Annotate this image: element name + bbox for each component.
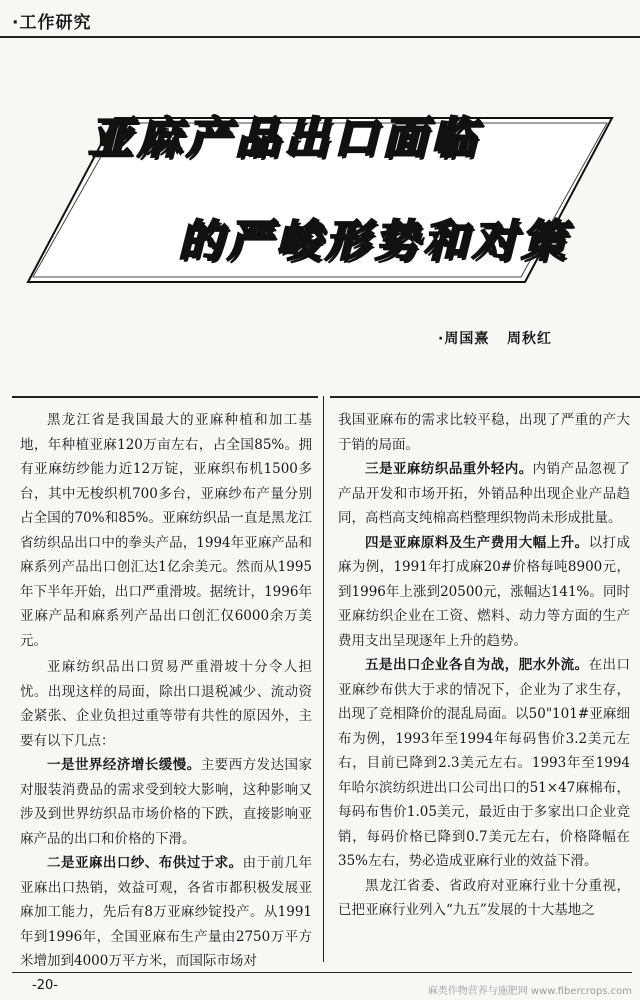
rule-left-top: [12, 396, 318, 398]
paragraph-text: 我国亚麻布的需求比较平稳，出现了严重的产大于销的局面。: [338, 412, 630, 453]
paragraph-text: 内销产品忽视了产品开发和市场开拓，外销品种出现企业产品趋同，高档高支纯棉高档整理织物尚未形成批量。: [338, 461, 631, 526]
right-column: [338, 408, 630, 923]
paragraph-text: 由于前几年亚麻出口热销，效益可观，各省市都积极发展亚麻加工能力，先后有8万亚麻纱锭投产。从1991年到1996年，全国亚麻布生产量由2750万平方米增加到4000万平方米，而国际市场对: [20, 855, 313, 969]
paragraph-lead: 二是亚麻出口纱、布供过于求。: [47, 855, 243, 871]
paragraph-text: 亚麻纺织品出口贸易严重滑坡十分令人担忧。出现这样的局面，除出口退税减少、流动资金紧张、企业负担过重等带有共性的原因外，主要有以下几点：: [20, 659, 312, 749]
left-column: [20, 408, 312, 974]
paragraph: [20, 851, 312, 974]
paragraph-text: 在出口亚麻纱布供大于求的情况下，企业为了求生存，出现了竞相降价的混乱局面。以50"101#亚麻细布为例，1993年至1994年每码售价3.2美元左右，目前已降到2.3美元左右。1993年至1994年哈尔滨纺织进出口公司出口的51×47麻棉布，每码布售价1.05美元，最近由于多家出口企业竞销，每码价格已降到0.7美元左右，价格降幅在35%左右，势必造成亚麻行业的效益下滑。: [338, 657, 631, 869]
paragraph: [20, 753, 312, 851]
paragraph-text: 主要西方发达国家对服装消费品的需求受到较大影响，这种影响又涉及到世界纺织品市场价格的下跌，直接影响亚麻产品的出口和价格的下滑。: [20, 757, 313, 847]
paragraph-lead: 三是亚麻纺织品重外轻内。: [365, 461, 533, 477]
paragraph-lead: 一是世界经济增长缓慢。: [47, 757, 201, 773]
watermark: 麻类作物营养与施肥网 www.fibercrops.com: [427, 986, 632, 997]
paragraph-text: 黑龙江省委、省政府对亚麻行业十分重视，已把亚麻行业列入“九五”发展的十大基地之: [338, 877, 630, 918]
footer-rule: [12, 972, 632, 973]
byline: ·周国熹 周秋红: [438, 331, 552, 347]
paragraph-lead: 四是亚麻原料及生产费用大幅上升。: [365, 534, 589, 551]
paragraph: [20, 408, 312, 653]
column-divider: [323, 396, 324, 962]
paragraph: [338, 874, 630, 923]
paragraph-text: 以打成麻为例，1991年打成麻20#价格每吨8900元，到1996年上涨到20500元，涨幅达141%。同时亚麻纺织企业在工资、燃料、动力等方面的生产费用支出呈现逐年上升的趋势。: [338, 534, 631, 649]
page-number: -20-: [32, 978, 58, 993]
paragraph: [338, 531, 630, 654]
paragraph: [338, 408, 630, 457]
paragraph-lead: 五是出口企业各自为战，肥水外流。: [365, 657, 589, 673]
header-rule: [0, 36, 640, 38]
rule-right-top: [330, 396, 640, 398]
paragraph: [338, 457, 630, 531]
paragraph: [338, 653, 630, 874]
section-header: ·工作研究: [12, 13, 92, 33]
paragraph-text: 黑龙江省是我国最大的亚麻种植和加工基地，年种植亚麻120万亩左右，占全国85%。拥有亚麻纺纱能力近12万锭，亚麻织布机1500多台，其中无梭织机700多台，亚麻纱布产量分别占全国的70%和85%。亚麻纺织品一直是黑龙江省纺织品出口中的拳头产品，1994年亚麻产品和麻系列产品出口创汇达1亿余美元。然而从1995年下半年开始，出口严重滑坡。据统计，1996年亚麻产品和麻系列产品出口创汇仅6000余万美元。: [20, 412, 312, 649]
article-title-line-2: 的严峻形势和对策: [178, 216, 570, 267]
article-title-line-1: 亚麻产品出口面临: [88, 113, 480, 164]
title-banner: [0, 60, 640, 290]
paragraph: [20, 655, 312, 753]
